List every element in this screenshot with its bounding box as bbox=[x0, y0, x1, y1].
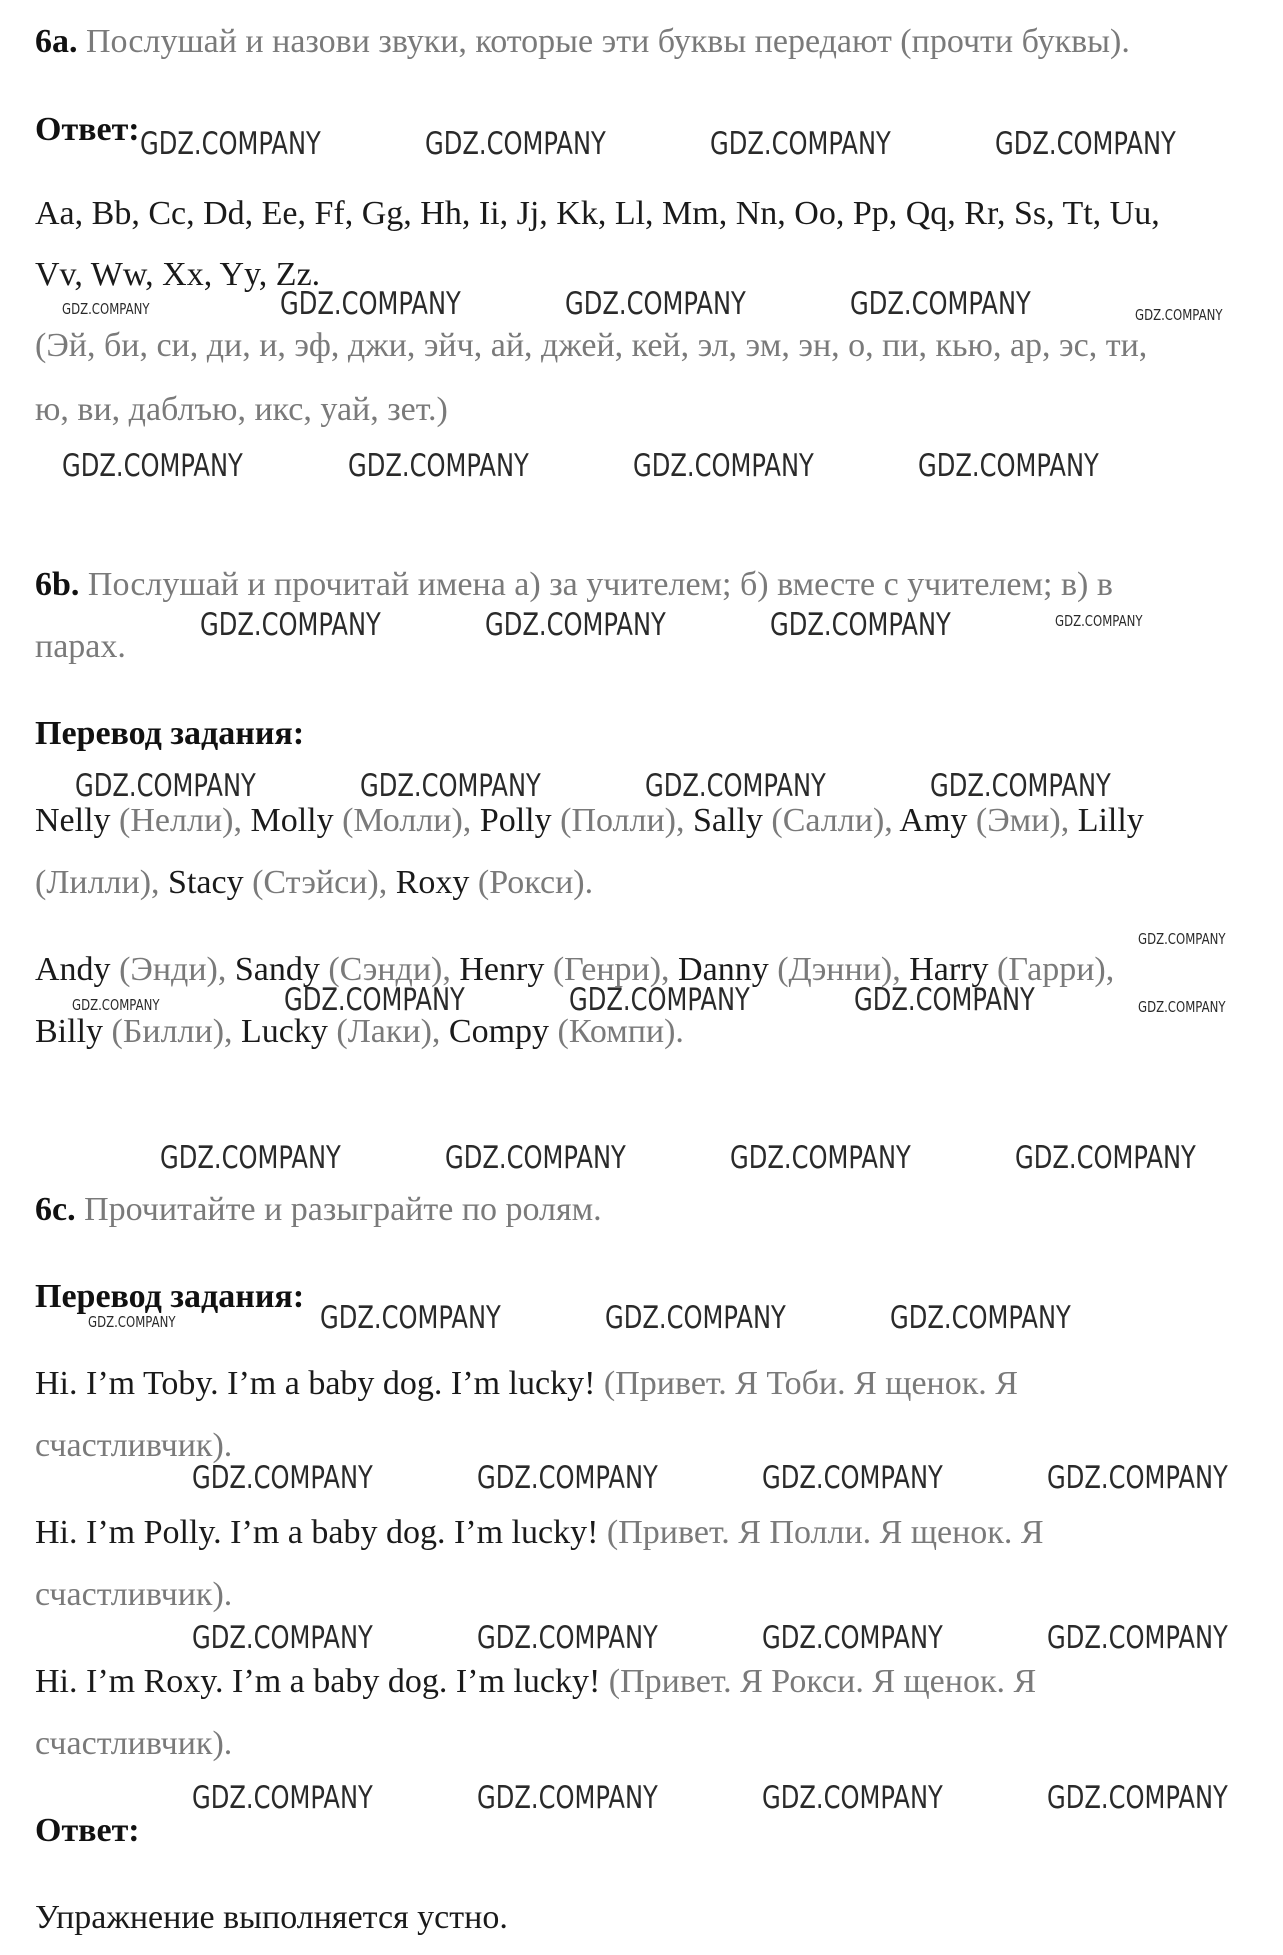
watermark: GDZ.COMPANY bbox=[1015, 1140, 1196, 1176]
watermark: GDZ.COMPANY bbox=[1047, 1780, 1228, 1816]
name: Molly bbox=[250, 802, 334, 839]
watermark: GDZ.COMPANY bbox=[995, 126, 1176, 162]
name-translation: (Эми), bbox=[975, 802, 1070, 839]
watermark: GDZ.COMPANY bbox=[320, 1300, 501, 1336]
name: Stacy bbox=[168, 864, 244, 901]
name-translation: (Полли), bbox=[560, 802, 685, 839]
sounds-line-2: ю, ви, даблъю, икс, уай, зет.) bbox=[35, 391, 448, 428]
dialog-line-1 bbox=[35, 1364, 1018, 1404]
name-translation: (Стэйси), bbox=[252, 864, 388, 901]
name-translation: (Генри), bbox=[552, 951, 670, 988]
watermark: GDZ.COMPANY bbox=[160, 1140, 341, 1176]
watermark: GDZ.COMPANY bbox=[770, 607, 951, 643]
watermark: GDZ.COMPANY bbox=[88, 1313, 176, 1331]
name: Amy bbox=[899, 802, 968, 839]
watermark: GDZ.COMPANY bbox=[192, 1620, 373, 1656]
watermark: GDZ.COMPANY bbox=[890, 1300, 1071, 1336]
watermark: GDZ.COMPANY bbox=[633, 448, 814, 484]
watermark: GDZ.COMPANY bbox=[1047, 1460, 1228, 1496]
name: Sally bbox=[693, 802, 763, 839]
letters-line-2: Vv, Ww, Xx, Yy, Zz. bbox=[35, 256, 321, 293]
name: Lucky bbox=[241, 1013, 328, 1050]
name: Henry bbox=[459, 951, 545, 988]
watermark: GDZ.COMPANY bbox=[445, 1140, 626, 1176]
task-text: Прочитайте и разыграйте по ролям. bbox=[84, 1191, 602, 1228]
watermark: GDZ.COMPANY bbox=[192, 1460, 373, 1496]
name: Andy bbox=[35, 951, 111, 988]
name-translation: (Сэнди), bbox=[328, 951, 451, 988]
task-6b bbox=[35, 565, 1113, 605]
name-translation: (Дэнни), bbox=[777, 951, 901, 988]
dialog-english: Hi. I’m Toby. I’m a baby dog. I’m lucky! bbox=[35, 1365, 596, 1402]
watermark: GDZ.COMPANY bbox=[762, 1460, 943, 1496]
answer-label: Ответ: bbox=[35, 111, 140, 148]
name: Sandy bbox=[234, 951, 320, 988]
dialog-line-3 bbox=[35, 1662, 1036, 1702]
watermark: GDZ.COMPANY bbox=[280, 286, 461, 322]
answer-label: Ответ: bbox=[35, 1812, 140, 1849]
watermark: GDZ.COMPANY bbox=[360, 768, 541, 804]
name-translation: (Салли), bbox=[771, 802, 893, 839]
names-line-4 bbox=[35, 1012, 684, 1052]
watermark: GDZ.COMPANY bbox=[425, 126, 606, 162]
name-translation: (Гарри), bbox=[997, 951, 1115, 988]
name: Danny bbox=[678, 951, 769, 988]
names-line-1 bbox=[35, 801, 1144, 841]
name-translation: (Рокси). bbox=[477, 864, 594, 901]
watermark: GDZ.COMPANY bbox=[569, 982, 750, 1018]
name-translation: (Нелли), bbox=[119, 802, 242, 839]
dialog-russian-cont: счастливчик). bbox=[35, 1576, 233, 1613]
task-text-cont: парах. bbox=[35, 628, 126, 665]
translation-label: Перевод задания: bbox=[35, 715, 305, 752]
watermark: GDZ.COMPANY bbox=[605, 1300, 786, 1336]
name: Billy bbox=[35, 1013, 104, 1050]
watermark: GDZ.COMPANY bbox=[75, 768, 256, 804]
name: Roxy bbox=[395, 864, 470, 901]
sounds-line-1: (Эй, би, си, ди, и, эф, джи, эйч, ай, джей, кей, эл, эм, эн, о, пи, кью, ар, эс, ти, bbox=[35, 327, 1148, 364]
watermark: GDZ.COMPANY bbox=[1047, 1620, 1228, 1656]
watermark: GDZ.COMPANY bbox=[1138, 998, 1226, 1016]
name: Harry bbox=[909, 951, 989, 988]
watermark: GDZ.COMPANY bbox=[854, 982, 1035, 1018]
dialog-russian: (Привет. Я Рокси. Я щенок. Я bbox=[608, 1663, 1037, 1700]
watermark: GDZ.COMPANY bbox=[200, 607, 381, 643]
watermark: GDZ.COMPANY bbox=[1138, 930, 1226, 948]
names-line-2 bbox=[35, 863, 593, 903]
task-6a bbox=[35, 22, 1130, 62]
dialog-line-2 bbox=[35, 1513, 1044, 1553]
watermark: GDZ.COMPANY bbox=[140, 126, 321, 162]
task-6c bbox=[35, 1190, 602, 1230]
watermark: GDZ.COMPANY bbox=[930, 768, 1111, 804]
name-translation: (Лилли), bbox=[35, 864, 160, 901]
translation-label: Перевод задания: bbox=[35, 1278, 305, 1315]
watermark: GDZ.COMPANY bbox=[762, 1780, 943, 1816]
name: Lilly bbox=[1077, 802, 1144, 839]
dialog-russian-cont: счастливчик). bbox=[35, 1725, 233, 1762]
watermark: GDZ.COMPANY bbox=[477, 1460, 658, 1496]
name-translation: (Билли), bbox=[111, 1013, 233, 1050]
task-text: Послушай и прочитай имена а) за учителем; б) вместе с учителем; в) в bbox=[87, 566, 1113, 603]
watermark: GDZ.COMPANY bbox=[710, 126, 891, 162]
answer-text: Упражнение выполняется устно. bbox=[35, 1899, 508, 1936]
dialog-russian: (Привет. Я Тоби. Я щенок. Я bbox=[603, 1365, 1018, 1402]
name: Compy bbox=[448, 1013, 550, 1050]
dialog-russian-cont: счастливчик). bbox=[35, 1427, 233, 1464]
name: Polly bbox=[479, 802, 552, 839]
task-number: 6a. bbox=[35, 23, 78, 60]
letters-line-1: Aa, Bb, Cc, Dd, Ee, Ff, Gg, Hh, Ii, Jj, Kk, Ll, Mm, Nn, Oo, Pp, Qq, Rr, Ss, Tt, Uu, bbox=[35, 195, 1160, 232]
watermark: GDZ.COMPANY bbox=[730, 1140, 911, 1176]
dialog-russian: (Привет. Я Полли. Я щенок. Я bbox=[606, 1514, 1044, 1551]
watermark: GDZ.COMPANY bbox=[192, 1780, 373, 1816]
name-translation: (Лаки), bbox=[336, 1013, 441, 1050]
watermark: GDZ.COMPANY bbox=[565, 286, 746, 322]
watermark: GDZ.COMPANY bbox=[72, 996, 160, 1014]
watermark: GDZ.COMPANY bbox=[762, 1620, 943, 1656]
watermark: GDZ.COMPANY bbox=[62, 300, 150, 318]
watermark: GDZ.COMPANY bbox=[62, 448, 243, 484]
watermark: GDZ.COMPANY bbox=[284, 982, 465, 1018]
name-translation: (Энди), bbox=[119, 951, 227, 988]
watermark: GDZ.COMPANY bbox=[1135, 306, 1223, 324]
watermark: GDZ.COMPANY bbox=[918, 448, 1099, 484]
watermark: GDZ.COMPANY bbox=[477, 1620, 658, 1656]
watermark: GDZ.COMPANY bbox=[1055, 612, 1143, 630]
watermark: GDZ.COMPANY bbox=[477, 1780, 658, 1816]
watermark: GDZ.COMPANY bbox=[645, 768, 826, 804]
watermark: GDZ.COMPANY bbox=[850, 286, 1031, 322]
watermark: GDZ.COMPANY bbox=[485, 607, 666, 643]
name-translation: (Компи). bbox=[557, 1013, 684, 1050]
task-text: Послушай и назови звуки, которые эти буквы передают (прочти буквы). bbox=[86, 23, 1130, 60]
name-translation: (Молли), bbox=[342, 802, 472, 839]
task-number: 6c. bbox=[35, 1191, 76, 1228]
dialog-english: Hi. I’m Roxy. I’m a baby dog. I’m lucky! bbox=[35, 1663, 601, 1700]
task-number: 6b. bbox=[35, 566, 80, 603]
watermark: GDZ.COMPANY bbox=[348, 448, 529, 484]
name: Nelly bbox=[35, 802, 111, 839]
dialog-english: Hi. I’m Polly. I’m a baby dog. I’m lucky! bbox=[35, 1514, 599, 1551]
